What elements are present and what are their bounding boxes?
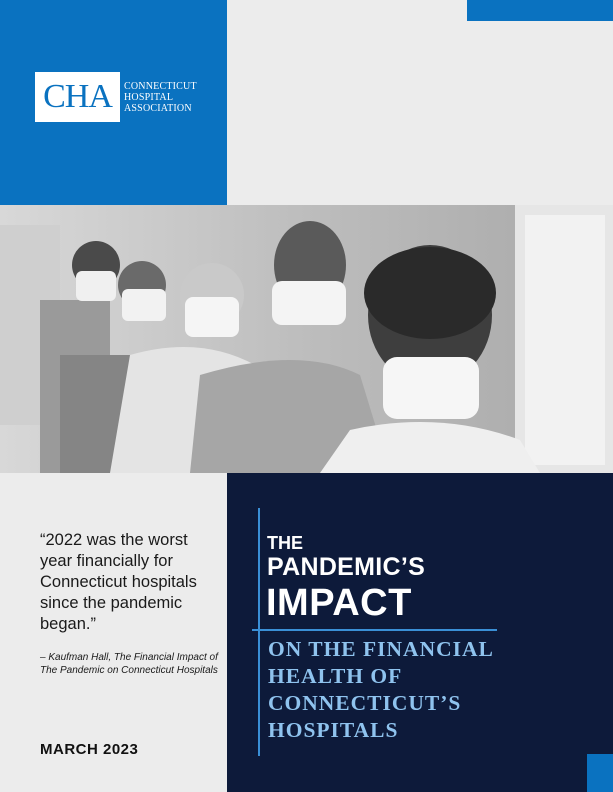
subtitle [268, 636, 568, 744]
title-line-impact: IMPACT [266, 582, 412, 624]
title-horizontal-rule [252, 629, 497, 631]
bottom-accent-bar [587, 754, 613, 792]
subtitle-line: HEALTH OF [268, 664, 403, 688]
publication-date: MARCH 2023 [40, 741, 139, 758]
logo-mark-text: CHA [43, 78, 112, 115]
logo-name-line: HOSPITAL [124, 91, 174, 103]
logo-name-line: ASSOCIATION [124, 102, 192, 114]
logo-mark [35, 72, 120, 122]
title-vertical-rule [258, 508, 260, 756]
corner-accent-bar [467, 0, 613, 21]
header-grey-panel [227, 0, 613, 205]
logo-name-line: CONNECTICUT [124, 80, 197, 92]
quote-attribution: – Kaufman Hall, The Financial Impact of The Pandemic on Connecticut Hospitals [40, 652, 218, 676]
title-line-the: THE [267, 533, 303, 553]
logo-wordmark [124, 81, 197, 114]
title-panel [227, 473, 613, 792]
healthcare-workers-photo [0, 205, 613, 473]
subtitle-line: CONNECTICUT’S [268, 691, 462, 715]
cha-logo [35, 72, 197, 122]
title-line-pandemics: PANDEMIC’S [267, 553, 426, 581]
pull-quote: “2022 was the worst year financially for Connecticut hospitals since the pandemic began.” [40, 531, 197, 633]
subtitle-line: ON THE FINANCIAL [268, 637, 494, 661]
subtitle-line: HOSPITALS [268, 718, 399, 742]
